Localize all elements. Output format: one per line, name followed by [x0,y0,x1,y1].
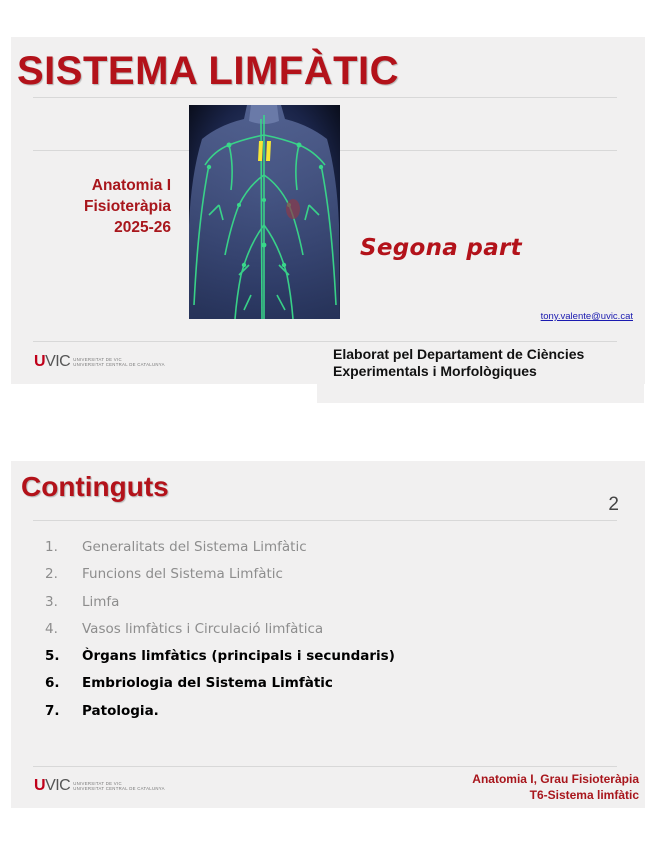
course-line: Anatomia I [91,177,171,194]
toc-item: 6. Embriologia del Sistema Limfàtic [45,675,333,692]
uvic-logo [34,777,165,795]
toc-item: 1. Generalitats del Sistema Limfàtic [45,539,307,555]
uvic-logo [34,353,165,371]
footer-divider [33,766,617,767]
uvic-logo-mark: UVIC [34,353,71,370]
toc-item: 7. Patologia. [45,702,159,719]
course-info [84,175,171,238]
course-line: Fisioteràpia [84,198,171,215]
course-line: 2025-26 [114,219,171,236]
title-slide [11,37,645,384]
uvic-logo-text: UNIVERSITAT DE VIC UNIVERSITAT CENTRAL DE CATALUNYA [73,781,165,791]
contents-slide [11,461,645,808]
table-of-contents [45,539,395,730]
contact-email-link[interactable]: tony.valente@uvic.cat [540,311,633,322]
lymphatic-system-illustration [189,105,340,319]
title-divider [33,97,617,98]
toc-item: 4. Vasos limfàtics i Circulació limfàtica [45,620,324,637]
slide-title: SISTEMA LIMFÀTIC [17,49,400,93]
part-label: Segona part [360,235,522,261]
toc-item: 2. Funcions del Sistema Limfàtic [45,566,283,583]
uvic-logo-mark: UVIC [34,777,71,794]
credit-text: Elaborat pel Departament de Ciències Experimentals i Morfològiques [333,346,585,379]
slide-title: Continguts [21,471,169,502]
toc-item: 5. Òrgans limfàtics (principals i secundaris) [45,648,395,665]
uvic-logo-text: UNIVERSITAT DE VIC UNIVERSITAT CENTRAL DE CATALUNYA [73,357,165,367]
credit-box [317,342,644,403]
page-number: 2 [608,494,619,515]
toc-item: 3. Limfa [45,593,120,610]
title-divider [33,520,617,521]
slide-footer: Anatomia I, Grau Fisioteràpia T6-Sistema limfàtic [472,772,639,802]
